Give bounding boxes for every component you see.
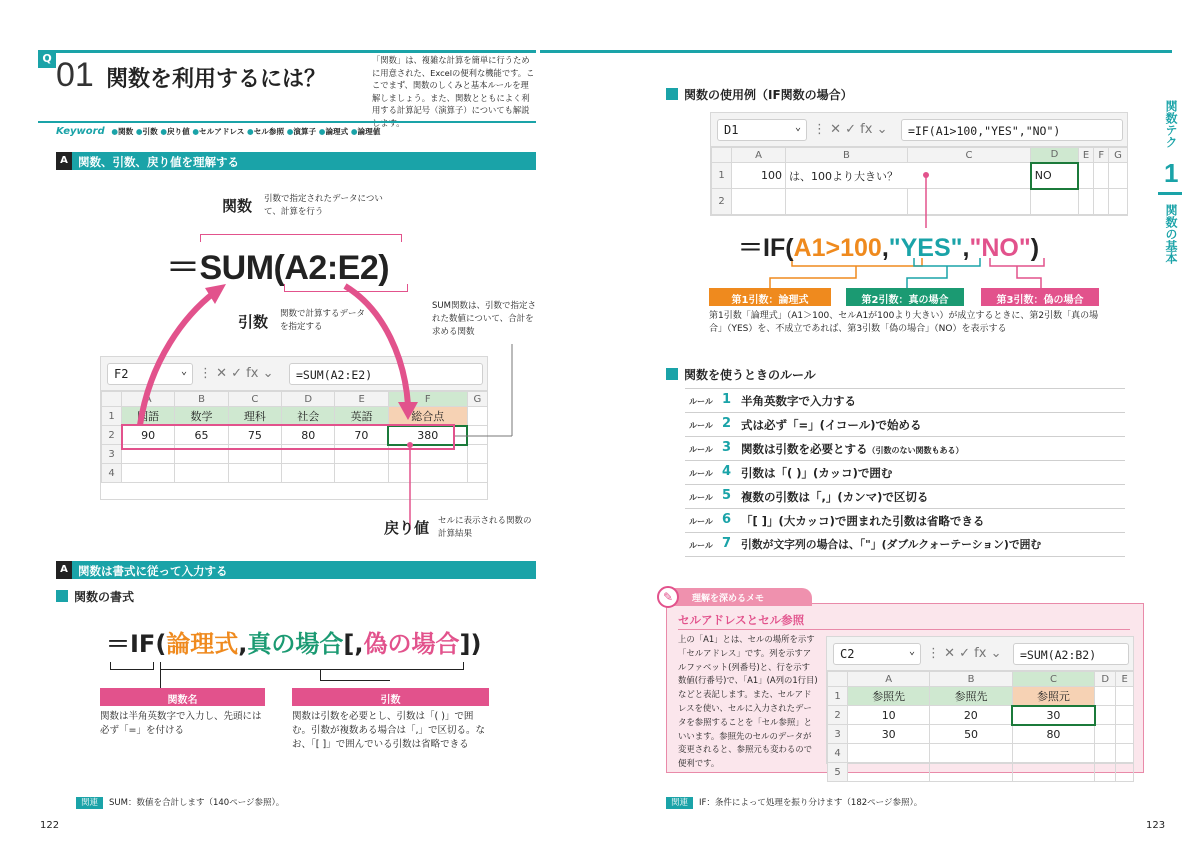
keyword-item: 関数	[118, 127, 134, 136]
cell[interactable]	[1116, 725, 1134, 744]
cell[interactable]: 社会	[282, 407, 335, 426]
if-formula-suffix: )	[1030, 234, 1040, 262]
cell[interactable]	[1012, 763, 1094, 782]
if-syntax-prefix: ＝IF(	[106, 630, 167, 658]
arrow-head-return	[398, 402, 418, 420]
cell[interactable]	[1095, 763, 1116, 782]
rule-text: 引数が文字列の場合は、「"」(ダブルクォーテーション)で囲む	[741, 538, 1042, 551]
rule-number: 5	[722, 488, 732, 503]
connector-arg2	[907, 266, 947, 288]
if-syntax-sep: [,	[343, 630, 364, 658]
formula-bar	[711, 113, 1127, 147]
cell[interactable]	[930, 763, 1012, 782]
cell[interactable]	[1116, 763, 1134, 782]
keyword-item: セル参照	[253, 127, 285, 136]
rule-item	[685, 461, 1125, 485]
cell[interactable]: 数学	[175, 407, 228, 426]
section-title: 関数、引数、戻り値を理解する	[78, 155, 239, 169]
side-tab-top: 関数テク	[1164, 100, 1178, 148]
if-syntax-sep: ,	[238, 630, 248, 658]
cell[interactable]	[848, 763, 930, 782]
func-name-label: 関数名	[100, 688, 265, 706]
column-header[interactable]: D	[1031, 148, 1078, 163]
formula-icons[interactable]: ⋮ ✕ ✓ fx ⌄	[813, 122, 888, 137]
keyword-label: Keyword	[56, 126, 105, 137]
column-header[interactable]: G	[467, 392, 487, 407]
footnote-text: SUM：数値を合計します（140ページ参照）。	[109, 798, 285, 808]
cell[interactable]	[1095, 744, 1116, 763]
cell[interactable]: 国語	[122, 407, 175, 426]
arrow-argument	[140, 292, 215, 425]
keyword-item: 戻り値	[166, 127, 190, 136]
page-number: 122	[40, 820, 60, 831]
keyword-item: 演算子	[293, 127, 317, 136]
connector-arg1	[770, 266, 856, 288]
func-arg-desc: 関数は引数を必要とし、引数は「( )」で囲む。引数が複数ある場合は「,」で区切る。なお、「[ ]」で囲んでいる引数は省略できる	[292, 711, 486, 750]
if-formula-arg1: A1>100	[793, 234, 882, 262]
footnote-tag: 関連	[666, 797, 693, 809]
formula-bar	[827, 637, 1133, 671]
rule-item	[685, 413, 1125, 437]
formula-input[interactable]: =SUM(A2:E2)	[289, 363, 483, 385]
cell[interactable]: 理科	[228, 407, 281, 426]
column-header[interactable]: C	[228, 392, 281, 407]
memo-tab-label: 理解を深めるメモ	[692, 594, 765, 604]
rule-item	[685, 389, 1125, 413]
question-number: 01	[56, 56, 94, 94]
cell[interactable]: 80	[1012, 725, 1094, 744]
column-header[interactable]: B	[930, 672, 1012, 687]
top-rule-right	[540, 50, 1172, 53]
rule-number: 2	[722, 416, 732, 431]
spreadsheet-reference	[826, 636, 1134, 778]
rule-item	[685, 485, 1125, 509]
if-syntax-true: 真の場合	[247, 630, 344, 658]
cell[interactable]	[1012, 744, 1094, 763]
section-tag: A	[56, 561, 72, 579]
sum-note: SUM関数は、引数で指定された数値について、合計を求める関数	[432, 301, 536, 337]
rule-label: ルール	[689, 469, 713, 478]
rule-label: ルール	[689, 493, 713, 502]
if-formula-prefix: ＝IF(	[738, 234, 794, 262]
section-heading	[56, 561, 536, 579]
cell[interactable]: 80	[282, 426, 335, 445]
rule-label: ルール	[689, 517, 713, 526]
cell[interactable]	[1095, 725, 1116, 744]
column-header[interactable]: D	[1095, 672, 1116, 687]
column-header[interactable]: F	[388, 392, 467, 407]
column-header[interactable]: B	[175, 392, 228, 407]
rule-text: 引数は「( )」(カッコ)で囲む	[741, 466, 893, 480]
page-title: 関数を利用するには？	[106, 67, 327, 92]
keyword-item: 論理値	[357, 127, 381, 136]
cell[interactable]: 20	[930, 706, 1012, 725]
if-syntax-suffix: ])	[459, 630, 482, 658]
cell[interactable]	[930, 744, 1012, 763]
rule-label: ルール	[689, 421, 713, 430]
side-tab-bottom: 関数の基本	[1164, 204, 1178, 264]
if-syntax-logical: 論理式	[166, 630, 239, 658]
column-header[interactable]: A	[732, 148, 786, 163]
page-number: 123	[1146, 820, 1166, 831]
cell[interactable]: 10	[848, 706, 930, 725]
column-header[interactable]: E	[1116, 672, 1134, 687]
func-name-desc: 関数は半角英数字で入力し、先頭には必ず「=」を付ける	[100, 711, 262, 736]
cell[interactable]	[1095, 687, 1116, 706]
rule-label: ルール	[689, 397, 713, 406]
column-header[interactable]: D	[282, 392, 335, 407]
cell[interactable]: 90	[122, 426, 175, 445]
cell[interactable]: 75	[228, 426, 281, 445]
rule-number: 4	[722, 464, 732, 479]
sum-annotation-overlay	[0, 0, 600, 560]
rule-text: 「[ ]」(大カッコ)で囲まれた引数は省略できる	[741, 514, 985, 528]
footnote-tag: 関連	[76, 797, 103, 809]
cell[interactable]: 50	[930, 725, 1012, 744]
cell[interactable]: 英語	[335, 407, 388, 426]
rules-heading: 関数を使うときのルール	[666, 366, 816, 383]
connector-func-args-h	[320, 680, 390, 681]
cell[interactable]: は、100より大きい？	[786, 163, 1031, 189]
cell[interactable]	[848, 744, 930, 763]
formula-input[interactable]: =IF(A1>100,"YES","NO")	[901, 119, 1123, 141]
memo-title: セルアドレスとセル参照	[678, 613, 805, 627]
arrow-return	[345, 286, 408, 405]
cell[interactable]: 参照元	[1012, 687, 1094, 706]
argument-desc: 関数で計算するデータを指定する	[280, 309, 366, 332]
bracket-func-args	[160, 662, 464, 670]
if-syntax	[106, 624, 481, 659]
formula-input[interactable]: =SUM(A2:B2)	[1013, 643, 1129, 665]
column-header[interactable]: C	[1012, 672, 1094, 687]
cell[interactable]: 30	[1012, 706, 1094, 725]
cell-grid: A B C D E F G 1 国語 数学 理科 社会 英語 総合点 2 90 65 75 80 70 380 3 4	[101, 391, 488, 483]
connector-func-name	[160, 670, 161, 688]
footnote	[76, 796, 284, 808]
rule-number: 1	[722, 392, 732, 407]
intro-text: 「関数」は、複雑な計算を簡単に行うために用意された、Excelの便利な機能です。ここでまず、関数のしくみと基本ルールを理解しましょう。また、関数とともによく利用する計算記号（演算子）についても解説	[372, 55, 535, 115]
column-header[interactable]: F	[1094, 148, 1109, 163]
section-tag: A	[56, 152, 72, 170]
cell[interactable]	[1116, 706, 1134, 725]
formula-icons[interactable]: ⋮ ✕ ✓ fx ⌄	[927, 646, 1002, 661]
cell[interactable]: 70	[335, 426, 388, 445]
arg3-label: 第3引数：偽の場合	[981, 288, 1099, 306]
footnote	[666, 796, 922, 808]
keyword-item: 論理式	[325, 127, 349, 136]
big-sum-formula: ＝SUM(A2:E2)	[166, 249, 390, 287]
rule-number: 6	[722, 512, 732, 527]
if-formula-arg3: "NO"	[969, 234, 1031, 262]
example-heading: 関数の使用例（IF関数の場合）	[666, 86, 853, 103]
cell[interactable]: 380	[388, 426, 467, 445]
footnote-text: IF：条件によって処理を振り分けます（182ページ参照）。	[699, 798, 923, 808]
cell-grid: A B C D E F G 1 100 は、100より大きい？ NO 2	[711, 147, 1128, 215]
rule-item	[685, 533, 1125, 557]
column-header[interactable]: B	[786, 148, 908, 163]
column-header[interactable]: G	[1109, 148, 1128, 163]
bracket-func-name	[110, 662, 154, 670]
rule-item	[685, 437, 1125, 461]
cell[interactable]: 100	[732, 163, 786, 189]
column-header[interactable]: A	[122, 392, 175, 407]
rule-text: 関数は引数を必要とする（引数のない関数もある）	[741, 442, 964, 456]
name-box[interactable]: F2 ⌄	[107, 363, 193, 385]
cell[interactable]: NO	[1031, 163, 1078, 189]
name-box[interactable]: D1 ⌄	[717, 119, 807, 141]
return-desc: セルに表示される関数の計算結果	[438, 516, 532, 539]
function-label: 関数	[222, 197, 253, 215]
keyword-item: 引数	[142, 127, 158, 136]
cell[interactable]	[1116, 687, 1134, 706]
cell[interactable]: 30	[848, 725, 930, 744]
rule-item	[685, 509, 1125, 533]
cell[interactable]: 参照先	[930, 687, 1012, 706]
range-highlight	[122, 425, 454, 449]
function-desc: 引数で指定されたデータについて、計算を行う	[264, 194, 383, 217]
connector-dot	[407, 442, 413, 448]
cell[interactable]: 総合点	[388, 407, 467, 426]
rule-text: 半角英数字で入力する	[741, 394, 856, 408]
connector-func-args	[320, 670, 321, 680]
format-heading: 関数の書式	[56, 588, 134, 605]
rule-text: 複数の引数は「,」(カンマ)で区切る	[741, 490, 929, 504]
if-formula-comma: ,	[962, 234, 970, 262]
if-explanation: 第1引数「論理式」（A1＞100、セルA1が100より大きい）が成立するときに、第2引数「真の場合」（YES）を、不成立であれば、第3引数「偽の場合」（NO）を表示する	[709, 311, 1099, 334]
rule-number: 7	[722, 536, 732, 551]
cell-grid: A B C D E 1 参照先 参照先 参照元 2 10 20 30 3 30 50 80 4 5	[827, 671, 1134, 782]
side-tab-number: 1	[1164, 158, 1179, 188]
if-formula-arg2: "YES"	[888, 234, 963, 262]
if-formula	[738, 228, 1039, 264]
cell[interactable]: 65	[175, 426, 228, 445]
memo-text: 上の「A1」とは、セルの場所を示す「セルアドレス」です。列を示すアルファベット(列番号)と、行を示す数値(行番号)で、「A1」(A列の1行目)などと表記します。また、セルアドレスを使い、セルに入力されたデータを参照することを「セル参照」といいます。参照先のセルのデータが変更されると、参照元も変わるので便利です。	[678, 634, 818, 769]
name-box[interactable]: C2 ⌄	[833, 643, 921, 665]
func-arg-label: 引数	[292, 688, 489, 706]
keyword-row: Keyword ●関数 ●引数 ●戻り値 ●セルアドレス ●セル参照 ●演算子 ●論理式 ●論理値	[56, 126, 381, 137]
column-header[interactable]: E	[335, 392, 388, 407]
formula-icons[interactable]: ⋮ ✕ ✓ fx ⌄	[199, 366, 274, 381]
rule-label: ルール	[689, 445, 713, 454]
section-title: 関数は書式に従って入力する	[78, 564, 228, 578]
cell[interactable]	[1095, 706, 1116, 725]
arg2-label: 第2引数：真の場合	[846, 288, 964, 306]
rule-text: 式は必ず「=」(イコール)で始める	[741, 418, 922, 432]
rule-label: ルール	[689, 541, 713, 550]
memo-title-underline	[678, 629, 1130, 630]
if-formula-comma: ,	[881, 234, 889, 262]
cell[interactable]: 参照先	[848, 687, 930, 706]
side-tab-bar	[1158, 192, 1182, 195]
argument-label: 引数	[238, 313, 269, 331]
rule-number: 3	[722, 440, 732, 455]
return-label: 戻り値	[384, 519, 430, 537]
column-header[interactable]: E	[1078, 148, 1094, 163]
q-badge: Q	[38, 50, 56, 68]
connector-arg3	[1017, 266, 1041, 288]
arg1-label: 第1引数：論理式	[709, 288, 831, 306]
keyword-item: セルアドレス	[199, 127, 245, 136]
column-header[interactable]: A	[848, 672, 930, 687]
column-header[interactable]: C	[907, 148, 1031, 163]
if-syntax-false: 偽の場合	[363, 630, 460, 658]
memo-pencil-icon: ✎	[657, 586, 679, 608]
cell[interactable]	[1116, 744, 1134, 763]
